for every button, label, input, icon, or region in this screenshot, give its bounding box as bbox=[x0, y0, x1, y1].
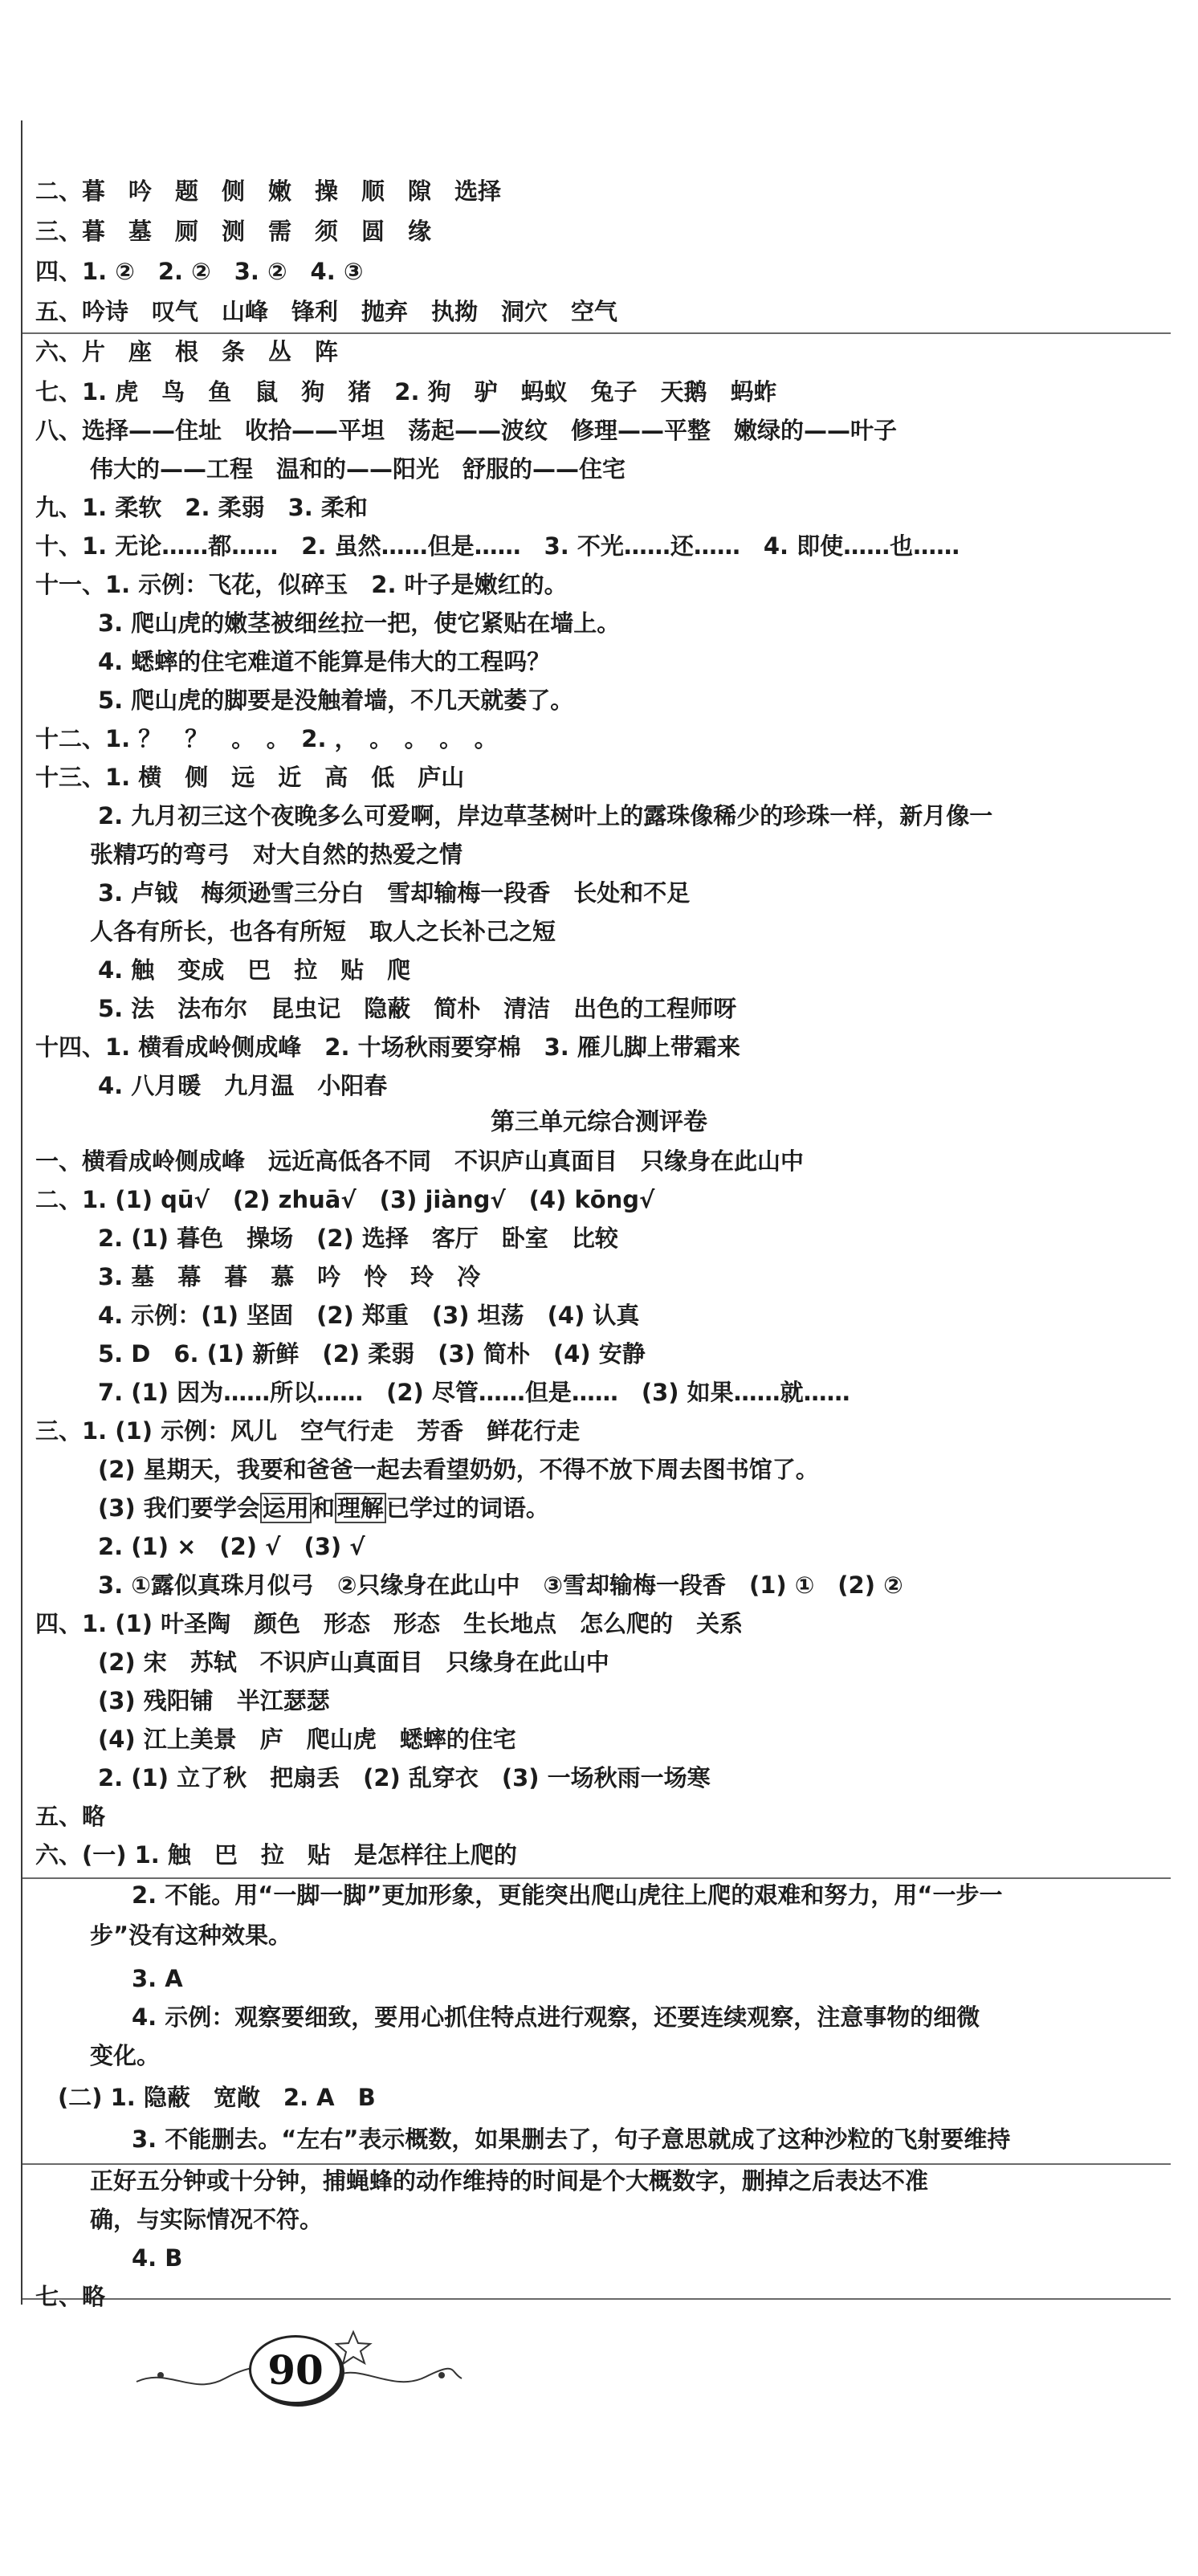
answer-line: 九、1. 柔软 2. 柔弱 3. 柔和 bbox=[35, 494, 368, 521]
page-number-footer bbox=[128, 2319, 466, 2415]
boxed-word: 运用 bbox=[260, 1493, 312, 1523]
answer-line: 二、暮 吟 题 侧 嫩 操 顺 隙 选择 bbox=[35, 177, 502, 205]
answer-line: 4. 触 变成 巴 拉 贴 爬 bbox=[98, 956, 411, 984]
star-icon bbox=[336, 2332, 370, 2364]
answer-line: 十二、1. ？ ？ 。 。 2. ， 。 。 。 。 bbox=[35, 725, 498, 752]
answer-line: 2. (1) × (2) √ (3) √ bbox=[98, 1533, 365, 1560]
answer-line: 7. (1) 因为……所以…… (2) 尽管……但是…… (3) 如果……就…… bbox=[98, 1379, 850, 1406]
answer-line: 3. 爬山虎的嫩茎被细丝拉一把，使它紧贴在墙上。 bbox=[98, 609, 621, 637]
answer-line: 变化。 bbox=[90, 2042, 161, 2069]
answer-line: 六、(一) 1. 触 巴 拉 贴 是怎样往上爬的 bbox=[35, 1841, 517, 1869]
answer-line: 5. 爬山虎的脚要是没触着墙，不几天就萎了。 bbox=[98, 687, 574, 714]
fold-line bbox=[22, 332, 1171, 334]
answer-line: 十四、1. 横看成岭侧成峰 2. 十场秋雨要穿棉 3. 雁儿脚上带霜来 bbox=[35, 1033, 740, 1061]
answer-line: 4. 蟋蟀的住宅难道不能算是伟大的工程吗？ bbox=[98, 648, 551, 675]
answer-line: 4. B bbox=[132, 2244, 183, 2272]
answer-line: 2. (1) 暮色 操场 (2) 选择 客厅 卧室 比较 bbox=[98, 1225, 618, 1252]
answer-line: 五、略 bbox=[35, 1803, 106, 1830]
answer-line: 三、暮 墓 厕 测 需 须 圆 缘 bbox=[35, 218, 432, 245]
answer-line: (2) 星期天，我要和爸爸一起去看望奶奶，不得不放下周去图书馆了。 bbox=[98, 1456, 819, 1483]
answer-line: 确，与实际情况不符。 bbox=[90, 2206, 324, 2233]
answer-line: 5. 法 法布尔 昆虫记 隐蔽 简朴 清洁 出色的工程师呀 bbox=[98, 995, 737, 1022]
text-after: 已学过的词语。 bbox=[385, 1494, 549, 1522]
unit-test-title: 第三单元综合测评卷 bbox=[491, 1108, 707, 1136]
answer-line: 十、1. 无论……都…… 2. 虽然……但是…… 3. 不光……还…… 4. 即使……也…… bbox=[35, 532, 960, 560]
answer-line: 2. 九月初三这个夜晚多么可爱啊，岸边草茎树叶上的露珠像稀少的珍珠一样，新月像一 bbox=[98, 802, 993, 829]
answer-line: 正好五分钟或十分钟，捕蝇蜂的动作维持的时间是个大概数字，删掉之后表达不准 bbox=[90, 2167, 929, 2195]
left-margin-rule bbox=[21, 120, 22, 2305]
page-number: 90 bbox=[249, 2335, 342, 2404]
answer-line: 伟大的——工程 温和的——阳光 舒服的——住宅 bbox=[90, 455, 626, 483]
answer-line: 张精巧的弯弓 对大自然的热爱之情 bbox=[90, 841, 463, 868]
answer-line: 4. 示例：观察要细致，要用心抓住特点进行观察，还要连续观察，注意事物的细微 bbox=[132, 2003, 980, 2031]
answer-line: 4. 示例：(1) 坚固 (2) 郑重 (3) 坦荡 (4) 认真 bbox=[98, 1302, 640, 1329]
answer-line: 八、选择——住址 收拾——平坦 荡起——波纹 修理——平整 嫩绿的——叶子 bbox=[35, 417, 898, 444]
text-mid: 和 bbox=[311, 1494, 335, 1522]
answer-line: 2. 不能。用“一脚一脚”更加形象，更能突出爬山虎往上爬的艰难和努力，用“一步一 bbox=[132, 1881, 1003, 1909]
answer-line: 步”没有这种效果。 bbox=[90, 1922, 292, 1949]
answer-line: 2. (1) 立了秋 把扇丢 (2) 乱穿衣 (3) 一场秋雨一场寒 bbox=[98, 1764, 711, 1791]
text-before: (3) 我们要学会 bbox=[98, 1494, 260, 1522]
answer-line: 3. A bbox=[132, 1965, 183, 1992]
answer-line: 3. 墓 幕 暮 慕 吟 怜 玲 冷 bbox=[98, 1263, 481, 1290]
answer-line: 七、略 bbox=[35, 2283, 106, 2310]
boxed-word: 理解 bbox=[335, 1493, 386, 1523]
answer-line: 一、横看成岭侧成峰 远近高低各不同 不识庐山真面目 只缘身在此山中 bbox=[35, 1147, 805, 1175]
answer-line: (2) 宋 苏轼 不识庐山真面目 只缘身在此山中 bbox=[98, 1649, 609, 1676]
answer-line: 3. 卢钺 梅须逊雪三分白 雪却输梅一段香 长处和不足 bbox=[98, 879, 691, 907]
answer-line: 3. 不能删去。“左右”表示概数，如果删去了，句子意思就成了这种沙粒的飞射要维持 bbox=[132, 2126, 1011, 2153]
answer-line: 5. D 6. (1) 新鲜 (2) 柔弱 (3) 简朴 (4) 安静 bbox=[98, 1340, 646, 1367]
answer-line: 七、1. 虎 鸟 鱼 鼠 狗 猪 2. 狗 驴 蚂蚁 兔子 天鹅 蚂蚱 bbox=[35, 378, 777, 406]
answer-line: 三、1. (1) 示例：风儿 空气行走 芳香 鲜花行走 bbox=[35, 1417, 581, 1445]
answer-line: 十一、1. 示例：飞花，似碎玉 2. 叶子是嫩红的。 bbox=[35, 571, 568, 598]
answer-line: (3) 残阳铺 半江瑟瑟 bbox=[98, 1687, 330, 1714]
answer-line-boxed bbox=[98, 1492, 549, 1524]
answer-line: 六、片 座 根 条 丛 阵 bbox=[35, 338, 339, 365]
fold-line bbox=[22, 2298, 1171, 2300]
answer-line: 人各有所长，也各有所短 取人之长补己之短 bbox=[90, 918, 556, 945]
answer-line: 3. ①露似真珠月似弓 ②只缘身在此山中 ③雪却输梅一段香 (1) ① (2) ② bbox=[98, 1571, 903, 1599]
answer-line: 四、1. (1) 叶圣陶 颜色 形态 形态 生长地点 怎么爬的 关系 bbox=[35, 1610, 744, 1637]
answer-line: 四、1. ② 2. ② 3. ② 4. ③ bbox=[35, 258, 364, 285]
answer-line: 十三、1. 横 侧 远 近 高 低 庐山 bbox=[35, 764, 465, 791]
answer-line: 二、1. (1) qū√ (2) zhuā√ (3) jiàng√ (4) kōng√ bbox=[35, 1186, 655, 1213]
answer-line: (4) 江上美景 庐 爬山虎 蟋蟀的住宅 bbox=[98, 1726, 516, 1753]
answer-line: 4. 八月暖 九月温 小阳春 bbox=[98, 1072, 388, 1099]
answer-line: (二) 1. 隐蔽 宽敞 2. A B bbox=[58, 2084, 376, 2111]
answer-line: 五、吟诗 叹气 山峰 锋利 抛弃 执拗 洞穴 空气 bbox=[35, 298, 618, 325]
